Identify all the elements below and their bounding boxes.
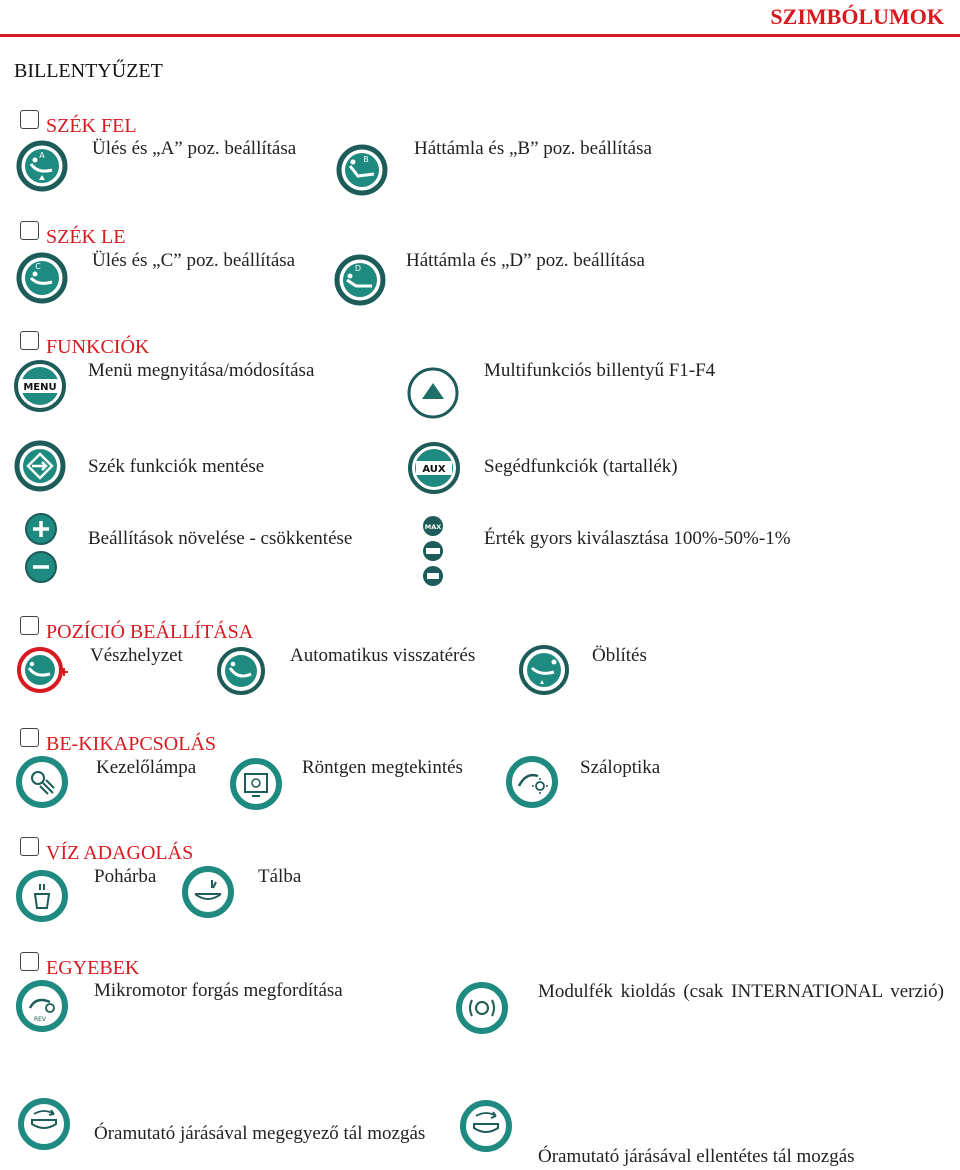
multifunction-up-icon[interactable]	[406, 366, 460, 420]
increase-decrease-label: Beállítások növelése - csökkentése	[88, 528, 353, 549]
auto-return-icon[interactable]	[216, 646, 266, 696]
aux-label: Segédfunkciók (tartallék)	[484, 456, 678, 477]
multifunction-label: Multifunkciós billentyű F1-F4	[484, 360, 716, 381]
svg-text:B: B	[363, 155, 369, 164]
section-title-bekapcsolas: BE-KIKAPCSOLÁS	[46, 733, 217, 755]
cup-fill-label: Pohárba	[94, 866, 157, 887]
module-brake-release-label: Modulfék kioldás (csak INTERNATIONAL verzió)	[538, 981, 944, 1002]
bowl-counterclockwise-icon[interactable]	[460, 1100, 512, 1152]
backrest-position-d-icon[interactable]	[334, 254, 386, 306]
section-title-pozicio: POZÍCIÓ BEÁLLÍTÁSA	[46, 621, 254, 643]
svg-text:AUX: AUX	[422, 464, 446, 475]
svg-text:C: C	[35, 262, 41, 271]
bowl-counterclockwise-label: Óramutató járásával ellentétes tál mozgás	[538, 1146, 855, 1167]
minus-icon[interactable]	[24, 550, 58, 584]
bowl-rinse-label: Tálba	[258, 866, 302, 887]
section-checkbox-funkciok[interactable]	[20, 331, 39, 350]
operating-lamp-label: Kezelőlámpa	[96, 757, 197, 778]
fiber-optic-icon[interactable]	[506, 756, 558, 808]
bowl-clockwise-label: Óramutató járásával megegyező tál mozgás	[94, 1123, 426, 1144]
section-title-szek-le: SZÉK LE	[46, 226, 126, 248]
bowl-clockwise-icon[interactable]	[18, 1098, 70, 1150]
header-rule	[0, 34, 960, 37]
bowl-rinse-icon[interactable]	[182, 866, 234, 918]
operating-lamp-icon[interactable]	[16, 756, 68, 808]
save-functions-icon[interactable]	[14, 440, 66, 492]
section-checkbox-viz[interactable]	[20, 837, 39, 856]
menu-label: Menü megnyitása/módosítása	[88, 360, 315, 381]
emergency-icon[interactable]	[16, 646, 72, 694]
rinse-icon[interactable]	[518, 644, 570, 696]
fiber-optic-label: Száloptika	[580, 757, 661, 778]
section-checkbox-egyebek[interactable]	[20, 952, 39, 971]
seat-position-a-icon[interactable]	[16, 140, 68, 192]
section-checkbox-pozicio[interactable]	[20, 616, 39, 635]
xray-viewer-label: Röntgen megtekintés	[302, 757, 463, 778]
max-value-icon[interactable]	[420, 514, 446, 586]
seat-position-c-icon[interactable]	[16, 252, 68, 304]
rinse-label: Öblítés	[592, 645, 647, 666]
backrest-b-label: Háttámla és „B” poz. beállítása	[414, 138, 652, 159]
section-title-szek-fel: SZÉK FEL	[46, 115, 137, 137]
svg-text:D: D	[354, 264, 362, 273]
quick-value-label: Érték gyors kiválasztása 100%-50%-1%	[484, 528, 791, 549]
save-functions-label: Szék funkciók mentése	[88, 456, 265, 477]
backrest-d-label: Háttámla és „D” poz. beállítása	[406, 250, 645, 271]
section-checkbox-szek-fel[interactable]	[20, 110, 39, 129]
backrest-position-b-icon[interactable]	[336, 144, 388, 196]
xray-viewer-icon[interactable]	[230, 758, 282, 810]
keyboard-heading: BILLENTYŰZET	[14, 60, 163, 82]
seat-c-label: Ülés és „C” poz. beállítása	[92, 250, 296, 271]
menu-icon[interactable]	[12, 360, 68, 412]
cup-fill-icon[interactable]	[16, 870, 68, 922]
micromotor-reverse-icon[interactable]	[16, 980, 68, 1032]
section-title-funkciok: FUNKCIÓK	[46, 336, 150, 358]
auto-return-label: Automatikus visszatérés	[290, 645, 476, 666]
module-brake-release-icon[interactable]	[456, 982, 508, 1034]
seat-a-label: Ülés és „A” poz. beállítása	[92, 138, 297, 159]
page-title: SZIMBÓLUMOK	[770, 4, 944, 29]
svg-text:MENU: MENU	[23, 382, 57, 393]
svg-text:A: A	[39, 151, 45, 160]
emergency-label: Vészhelyzet	[90, 645, 183, 666]
micromotor-reverse-label: Mikromotor forgás megfordítása	[94, 980, 343, 1001]
svg-text:REV: REV	[33, 1016, 47, 1023]
section-title-egyebek: EGYEBEK	[46, 957, 140, 979]
aux-icon[interactable]	[406, 442, 462, 494]
plus-icon[interactable]	[24, 512, 58, 546]
svg-text:MAX: MAX	[424, 523, 442, 531]
section-checkbox-szek-le[interactable]	[20, 221, 39, 240]
section-title-viz: VÍZ ADAGOLÁS	[46, 842, 194, 864]
section-checkbox-bekapcsolas[interactable]	[20, 728, 39, 747]
